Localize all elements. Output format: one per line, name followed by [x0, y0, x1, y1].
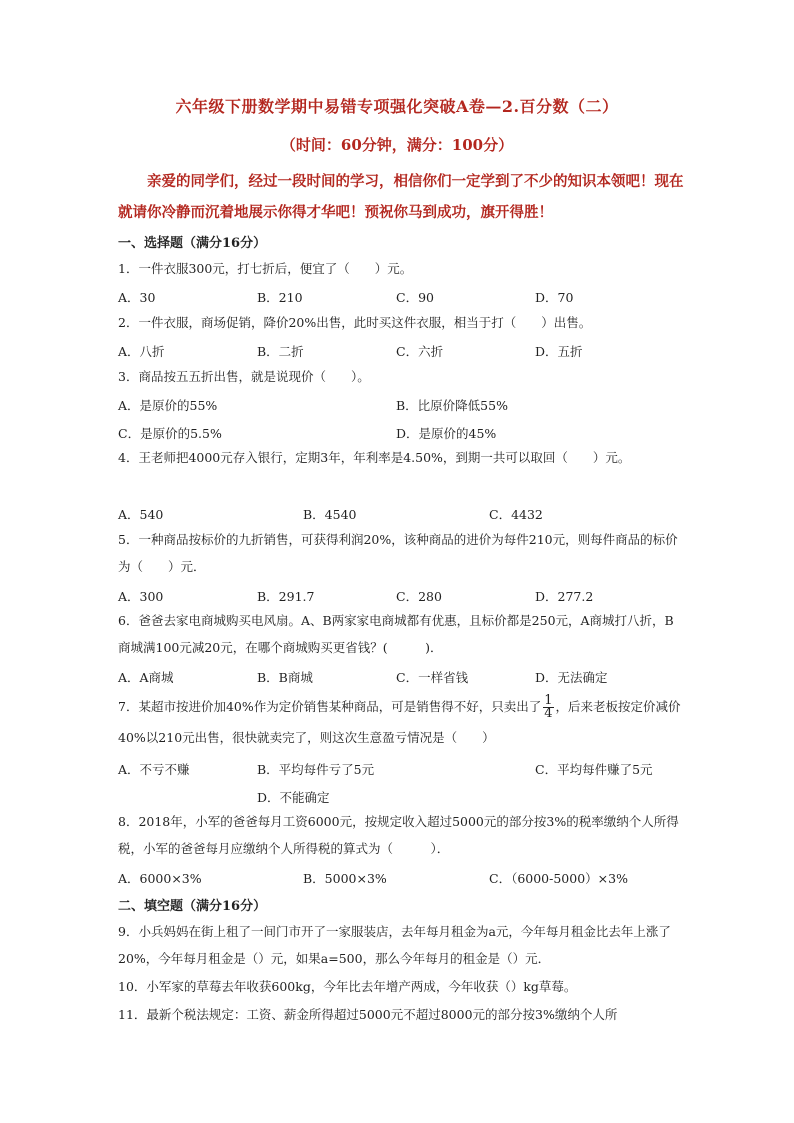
question-9: 9．小兵妈妈在街上租了一间门市开了一家服装店，去年每月租金为a元，今年每月租金比去年上涨了20%，今年每月租金是（）元，如果a=500，那么今年每月的租金是（）元．	[118, 924, 671, 966]
question-11: 11．最新个税法规定：工资、薪金所得超过5000元不超过8000元的部分按3%缴纳个人所	[118, 1007, 618, 1022]
question-7-text-before: 7．某超市按进价加40%作为定价销售某种商品，可是销售得不好，只卖出了	[118, 699, 542, 714]
option: A．6000×3%	[118, 871, 202, 886]
option: D．是原价的45%	[396, 426, 497, 441]
fraction-numerator: 1	[544, 693, 553, 708]
option: A．540	[118, 507, 164, 522]
fraction	[543, 695, 553, 720]
question-2-options	[118, 342, 684, 362]
question-8-options	[118, 869, 684, 889]
question-6-options	[118, 668, 684, 688]
option: A．A商城	[118, 670, 174, 685]
question-1-options	[118, 288, 684, 308]
exam-subtitle: （时间：60分钟，满分：100分）	[280, 136, 514, 154]
option: C．是原价的5.5%	[118, 426, 222, 441]
option: C．（6000-5000）×3%	[489, 871, 628, 886]
question-7	[118, 691, 684, 753]
question-4: 4．王老师把4000元存入银行，定期3年，年利率是4.50%，到期一共可以取回（ ）元。	[118, 450, 631, 465]
option: B．210	[257, 290, 303, 305]
question-5-options	[118, 587, 684, 607]
question-8: 8．2018年，小军的爸爸每月工资6000元，按规定收入超过5000元的部分按3%的税率缴纳个人所得税，小军的爸爸每月应缴纳个人所得税的算式为（ ）．	[118, 814, 679, 856]
fraction-denominator: 4	[544, 706, 553, 721]
option: D．无法确定	[535, 670, 608, 685]
option: B．5000×3%	[303, 871, 387, 886]
option: C．4432	[489, 507, 543, 522]
option: B．平均每件亏了5元	[257, 762, 375, 777]
exam-title: 六年级下册数学期中易错专项强化突破A卷—2.百分数（二）	[175, 97, 619, 116]
option: D．不能确定	[257, 790, 330, 805]
option: C．平均每件赚了5元	[535, 762, 653, 777]
option: A．不亏不赚	[118, 762, 190, 777]
question-7-options-row2	[118, 788, 684, 808]
option: B．二折	[257, 344, 304, 359]
question-10: 10．小军家的草莓去年收获600kg，今年比去年增产两成，今年收获（）kg草莓。	[118, 979, 577, 994]
question-7-options-row1	[118, 760, 684, 780]
option: B．4540	[303, 507, 357, 522]
question-4-options	[118, 505, 684, 525]
question-7-text-after: ，后来老板按定价减价40%以210元出售，很快就卖完了，则这次生意盈亏情况是（ ）	[118, 699, 681, 745]
question-3-options-row2	[118, 424, 684, 444]
question-5: 5．一种商品按标价的九折销售，可获得利润20%，该种商品的进价为每件210元，则每件商品的标价为（ ）元．	[118, 532, 678, 574]
option: C．280	[396, 589, 442, 604]
question-3: 3．商品按五五折出售，就是说现价（ ）。	[118, 369, 370, 384]
question-3-options-row1	[118, 396, 684, 416]
option: B．B商城	[257, 670, 313, 685]
section-choice-title: 一、选择题（满分16分）	[118, 236, 267, 251]
option: D．70	[535, 290, 574, 305]
option: C．90	[396, 290, 434, 305]
option: D．277.2	[535, 589, 594, 604]
question-6: 6．爸爸去家电商城购买电风扇。A、B两家家电商城都有优惠，且标价都是250元，A商城打八折，B商城满100元减20元，在哪个商城购买更省钱？( )．	[118, 613, 674, 655]
option: D．五折	[535, 344, 583, 359]
option: A．是原价的55%	[118, 398, 218, 413]
option: C．一样省钱	[396, 670, 469, 685]
option: A．八折	[118, 344, 165, 359]
section-fill-title: 二、填空题（满分16分）	[118, 899, 267, 914]
option: A．300	[118, 589, 164, 604]
question-1: 1．一件衣服300元，打七折后，便宜了（ ）元。	[118, 261, 413, 276]
option: B．比原价降低55%	[396, 398, 508, 413]
option: A．30	[118, 290, 156, 305]
intro-paragraph: 亲爱的同学们，经过一段时间的学习，相信你们一定学到了不少的知识本领吧！现在就请你冷静而沉着地展示你得才华吧！预祝你马到成功，旗开得胜！	[118, 173, 684, 221]
question-2: 2．一件衣服，商场促销，降价20%出售，此时买这件衣服，相当于打（ ）出售。	[118, 315, 592, 330]
option: C．六折	[396, 344, 444, 359]
option: B．291.7	[257, 589, 315, 604]
